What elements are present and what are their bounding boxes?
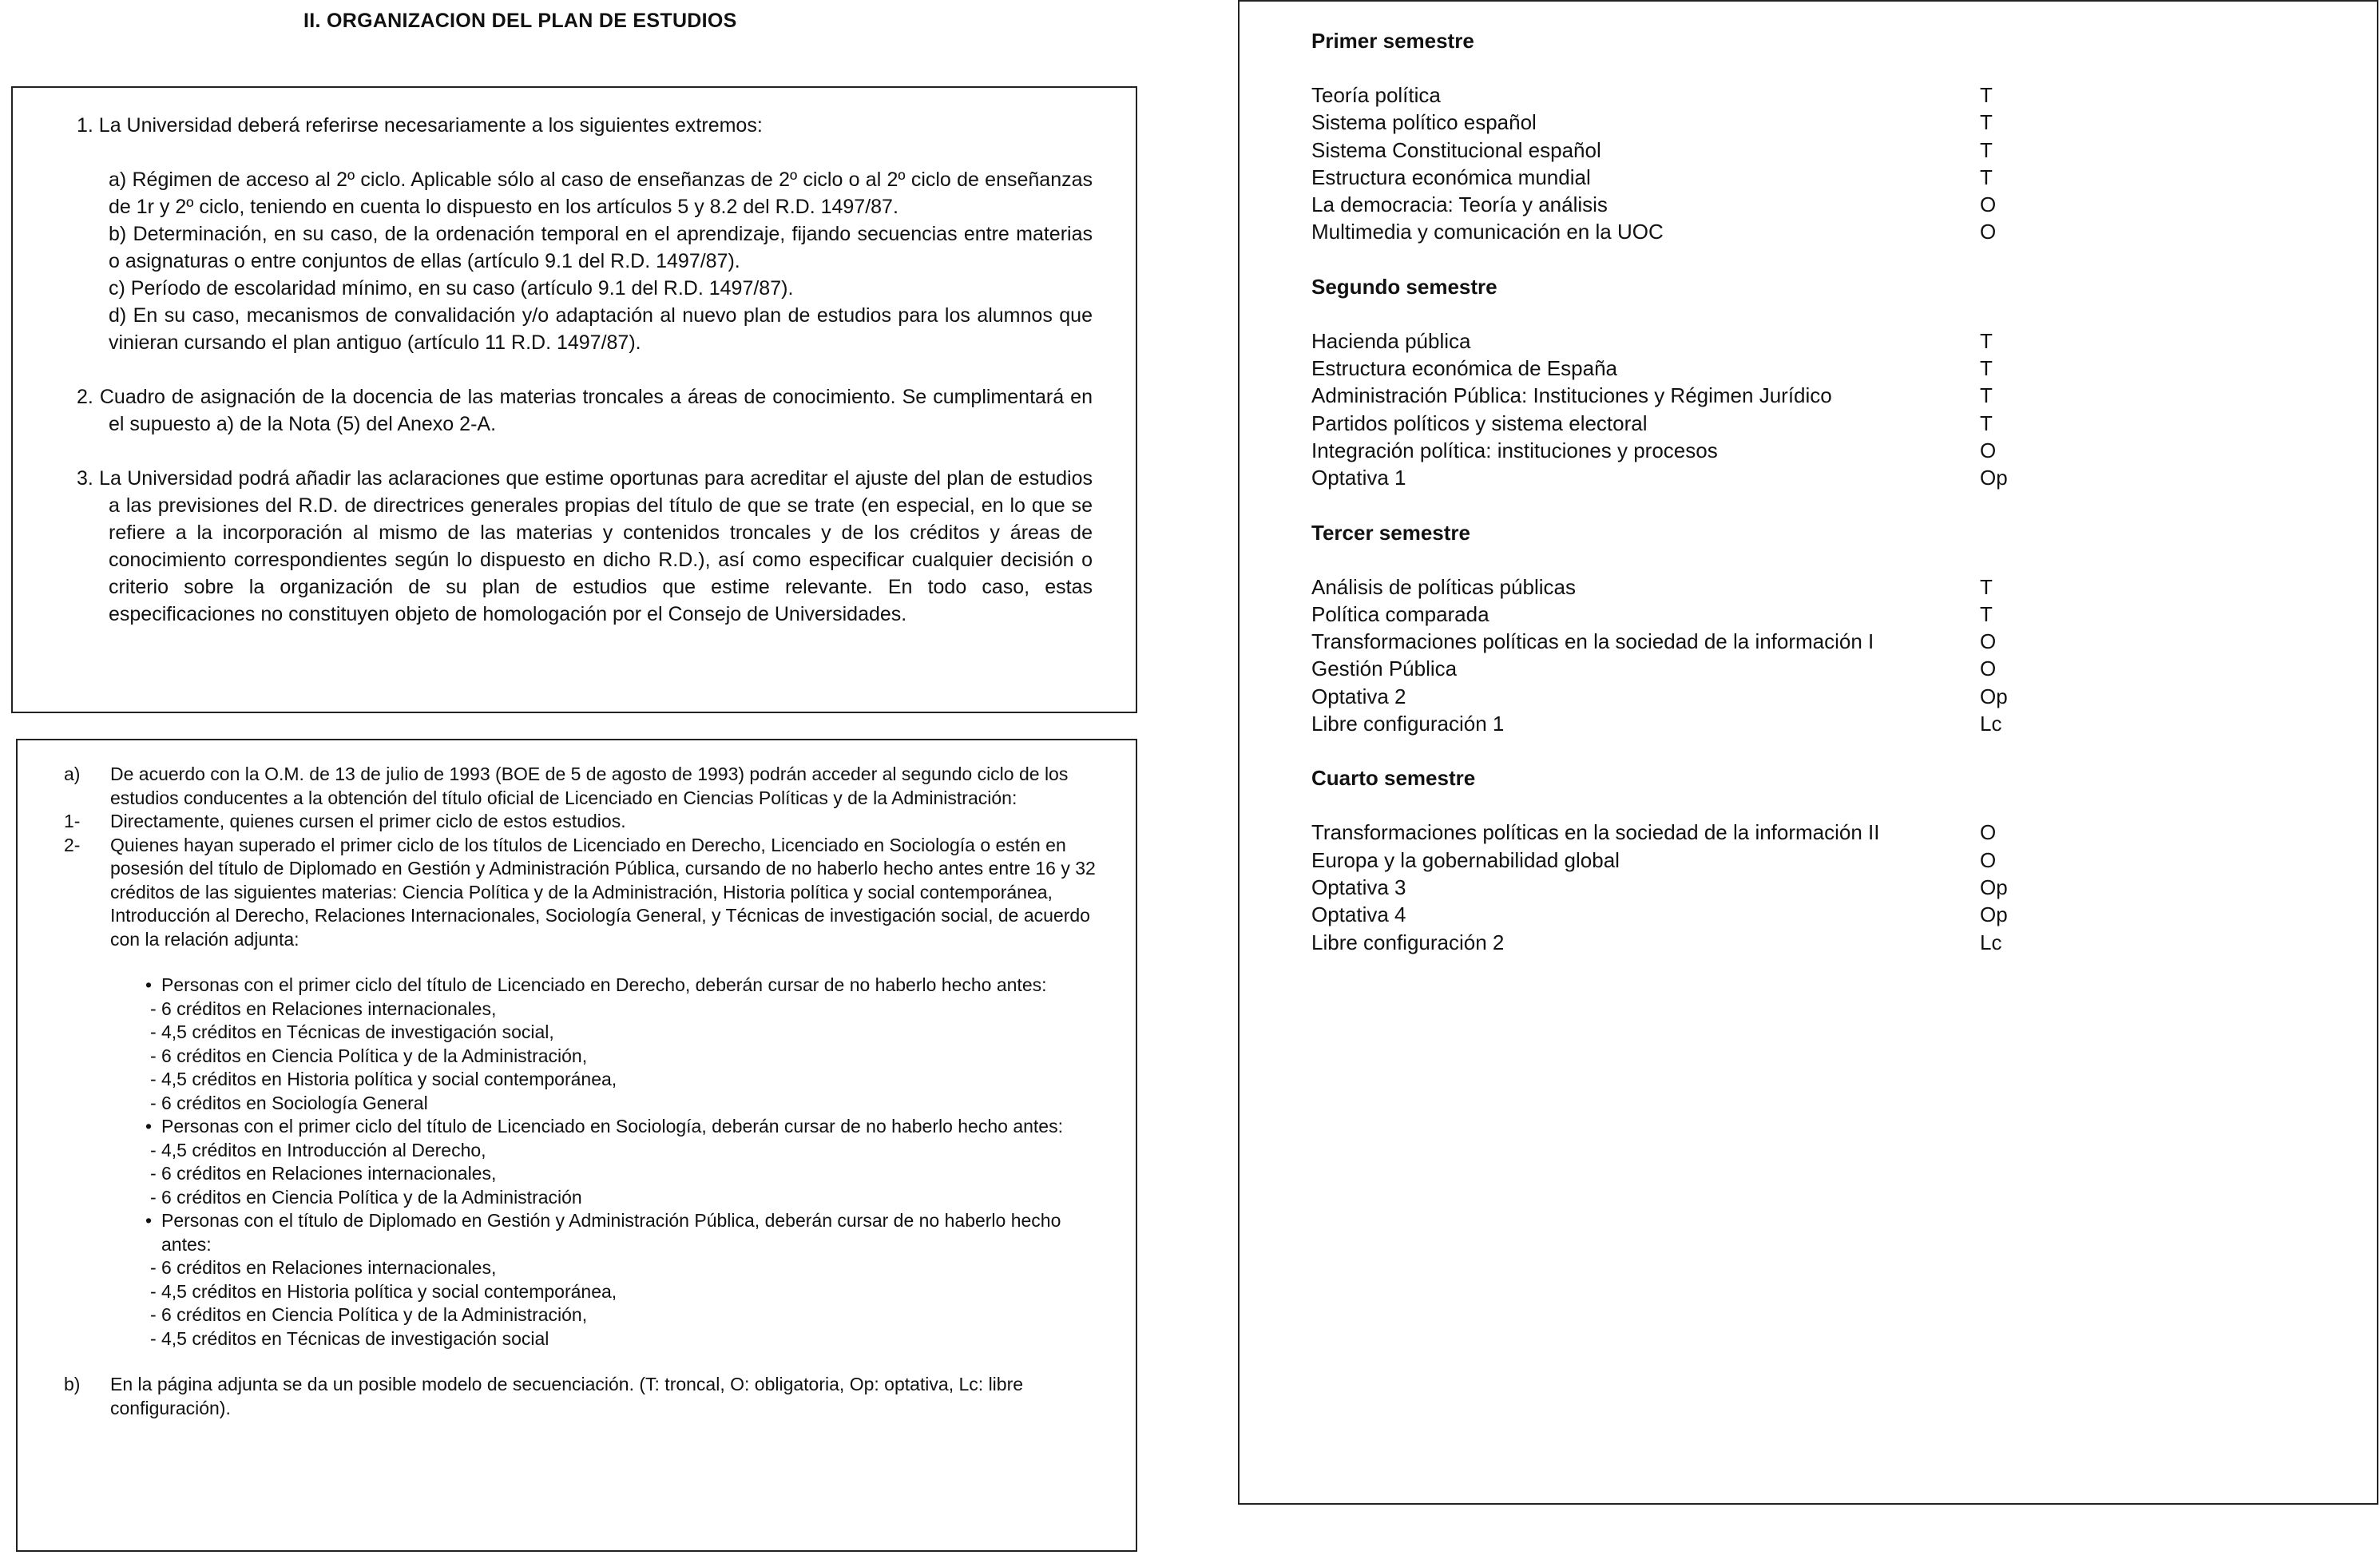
note-text: En la página adjunta se da un posible modelo de secuenciación. (T: troncal, O: obligatoria, Op: optativa, Lc: libre configuración).	[110, 1374, 1024, 1418]
course-type: O	[1980, 820, 1997, 845]
requirement-item-c: c) Período de escolaridad mínimo, en su caso (artículo 9.1 del R.D. 1497/87).	[109, 277, 794, 299]
course-type: O	[1980, 220, 1997, 244]
semester-4	[1311, 764, 2377, 955]
semester-sequence-box	[1238, 0, 2378, 1505]
list-item: - 6 créditos en Relaciones internacionales,	[150, 1256, 1107, 1280]
course-row	[1311, 437, 2377, 464]
course-type: Lc	[1980, 712, 2002, 736]
requirement-item-b: b) Determinación, en su caso, de la ordenación temporal en el aprendizaje, fijando secuencias entre materias o asignaturas o entre conjuntos de ellas (artículo 9.1 del R.D. 1497/87).	[109, 223, 1093, 272]
course-type: T	[1980, 356, 1993, 381]
course-row	[1311, 464, 2377, 491]
course-row	[1311, 137, 2377, 164]
note-marker: a)	[64, 764, 81, 784]
course-name: Optativa 4	[1311, 902, 1406, 927]
course-name: Estructura económica de España	[1311, 356, 1617, 381]
note-marker: b)	[64, 1374, 81, 1394]
requirements-intro: 1. La Universidad deberá referirse necesariamente a los siguientes extremos:	[77, 114, 763, 137]
course-type: O	[1980, 657, 1997, 681]
semester-title: Primer semestre	[1311, 29, 1474, 53]
course-row	[1311, 573, 2377, 601]
semester-3	[1311, 519, 2377, 738]
list-item: - 4,5 créditos en Historia política y social contemporánea,	[150, 1068, 1107, 1092]
course-row	[1311, 819, 2377, 846]
list-item: - 6 créditos en Relaciones internacionales,	[150, 998, 1107, 1021]
course-row	[1311, 710, 2377, 737]
course-name: Europa y la gobernabilidad global	[1311, 847, 1620, 872]
page-title: II. ORGANIZACION DEL PLAN DE ESTUDIOS	[303, 10, 737, 32]
course-row	[1311, 327, 2377, 355]
list-item: - 4,5 créditos en Técnicas de investigación social	[150, 1327, 1107, 1351]
course-type: T	[1980, 328, 1993, 353]
course-type: O	[1980, 847, 1997, 872]
list-item: - 4,5 créditos en Técnicas de investigación social,	[150, 1021, 1107, 1045]
course-row	[1311, 655, 2377, 682]
course-name: Sistema político español	[1311, 110, 1537, 135]
note-text: De acuerdo con la O.M. de 13 de julio de 1993 (BOE de 5 de agosto de 1993) podrán acceder al segundo ciclo de los estudios conducentes a la obtención del título oficial de Licenciado en Ciencias Políticas y de la Administración:	[110, 764, 1069, 808]
course-row	[1311, 355, 2377, 382]
course-type: T	[1980, 383, 1993, 408]
course-name: Optativa 2	[1311, 684, 1406, 708]
list-item: - 6 créditos en Ciencia Política y de la Administración,	[150, 1045, 1107, 1069]
course-row	[1311, 901, 2377, 928]
course-name: Optativa 1	[1311, 466, 1406, 490]
course-type: T	[1980, 574, 1993, 599]
list-item: - 6 créditos en Relaciones internacionales,	[150, 1162, 1107, 1186]
note-a	[64, 763, 1107, 810]
course-row	[1311, 628, 2377, 655]
semester-title: Cuarto semestre	[1311, 766, 1476, 791]
course-name: Estructura económica mundial	[1311, 165, 1591, 189]
course-name: Multimedia y comunicación en la UOC	[1311, 220, 1664, 244]
list-item: - 6 créditos en Sociología General	[150, 1092, 1107, 1116]
requirement-item-d: d) En su caso, mecanismos de convalidación y/o adaptación al nuevo plan de estudios para los alumnos que vinieran cursando el plan antiguo (artículo 11 R.D. 1497/87).	[109, 304, 1093, 354]
course-type: O	[1980, 192, 1997, 217]
course-type: Op	[1980, 902, 2008, 927]
note-text: Quienes hayan superado el primer ciclo de los títulos de Licenciado en Derecho, Licenciado en Sociología o estén en posesión del título de Diplomado en Gestión y Administración Pública, cursando de no haberlo hecho antes entre 16 y 32 créditos de las siguientes materias: Ciencia Política y de la Administración, Historia política y social contemporánea, Introducción al Derecho, Relaciones Internacionales, Sociología General, y Técnicas de investigación social, de acuerdo con la relación adjunta:	[110, 834, 1096, 950]
group-gestion-heading: • Personas con el título de Diplomado en Gestión y Administración Pública, deberán cursar de no haberlo hecho antes:	[150, 1209, 1107, 1256]
course-row	[1311, 847, 2377, 874]
requirement-item-a: a) Régimen de acceso al 2º ciclo. Aplicable sólo al caso de enseñanzas de 2º ciclo o al 2º ciclo de enseñanzas de 1r y 2º ciclo, teniendo en cuenta lo dispuesto en los artículos 5 y 8.2 del R.D. 1497/87.	[109, 169, 1093, 218]
note-1	[64, 810, 1107, 834]
course-row	[1311, 218, 2377, 245]
course-name: Optativa 3	[1311, 875, 1406, 899]
course-row	[1311, 81, 2377, 109]
course-name: Sistema Constitucional español	[1311, 137, 1601, 162]
course-type: Op	[1980, 684, 2008, 708]
course-row	[1311, 929, 2377, 956]
course-row	[1311, 382, 2377, 409]
credit-requirements	[81, 974, 1107, 1351]
course-type: O	[1980, 629, 1997, 654]
course-row	[1311, 683, 2377, 710]
list-item: - 4,5 créditos en Historia política y social contemporánea,	[150, 1280, 1107, 1304]
course-name: Hacienda pública	[1311, 328, 1471, 353]
semester-1	[1311, 27, 2377, 246]
group-sociologia-heading: • Personas con el primer ciclo del título de Licenciado en Sociología, deberán cursar de no haberlo hecho antes:	[150, 1115, 1107, 1139]
course-row	[1311, 164, 2377, 191]
course-name: Transformaciones políticas en la sociedad de la información I	[1311, 629, 1874, 654]
course-name: Gestión Pública	[1311, 657, 1458, 681]
course-row	[1311, 191, 2377, 218]
point-2: 2. Cuadro de asignación de la docencia de las materias troncales a áreas de conocimiento. Se cumplimentará en el supuesto a) de la Nota (5) del Anexo 2-A.	[77, 386, 1093, 435]
semester-2	[1311, 273, 2377, 492]
course-type: T	[1980, 110, 1993, 135]
point-3: 3. La Universidad podrá añadir las aclaraciones que estime oportunas para acreditar el ajuste del plan de estudios a las previsiones del R.D. de directrices generales propias del título de que se trate (en especial, en lo que se refiere a la incorporación al mismo de las materias y contenidos troncales y de los créditos y áreas de conocimiento correspondientes según lo dispuesto en dicho R.D.), así como especificar cualquier decisión o criterio sobre la organización de su plan de estudios que estime relevante. En todo caso, estas especificaciones no constituyen objeto de homologación por el Consejo de Universidades.	[77, 467, 1093, 625]
note-text: Directamente, quienes cursen el primer ciclo de estos estudios.	[110, 811, 626, 831]
list-item: - 4,5 créditos en Introducción al Derecho,	[150, 1139, 1107, 1163]
group-derecho-heading: • Personas con el primer ciclo del título de Licenciado en Derecho, deberán cursar de no haberlo hecho antes:	[150, 974, 1107, 998]
course-type: O	[1980, 438, 1997, 462]
course-row	[1311, 109, 2377, 136]
list-item: - 6 créditos en Ciencia Política y de la Administración,	[150, 1303, 1107, 1327]
course-row	[1311, 410, 2377, 437]
course-name: Transformaciones políticas en la sociedad de la información II	[1311, 820, 1880, 845]
course-name: Análisis de políticas públicas	[1311, 574, 1576, 599]
list-item: - 6 créditos en Ciencia Política y de la Administración	[150, 1186, 1107, 1210]
course-name: Política comparada	[1311, 601, 1489, 626]
requirements-box	[11, 86, 1137, 713]
course-name: Libre configuración 2	[1311, 930, 1505, 954]
course-name: Administración Pública: Instituciones y Régimen Jurídico	[1311, 383, 1832, 408]
note-marker: 2-	[64, 834, 81, 855]
requirements-list	[77, 166, 1093, 356]
course-type: Op	[1980, 466, 2008, 490]
course-type: T	[1980, 137, 1993, 162]
course-name: Partidos políticos y sistema electoral	[1311, 411, 1648, 435]
course-row	[1311, 874, 2377, 901]
course-name: La democracia: Teoría y análisis	[1311, 192, 1608, 217]
note-marker: 1-	[64, 811, 81, 831]
course-type: Lc	[1980, 930, 2002, 954]
course-name: Integración política: instituciones y procesos	[1311, 438, 1718, 462]
course-type: T	[1980, 165, 1993, 189]
course-name: Libre configuración 1	[1311, 712, 1505, 736]
access-notes-box	[16, 739, 1137, 1552]
semester-title: Tercer semestre	[1311, 520, 1470, 545]
course-type: T	[1980, 83, 1993, 107]
course-type: T	[1980, 601, 1993, 626]
semester-title: Segundo semestre	[1311, 274, 1497, 299]
course-row	[1311, 601, 2377, 628]
course-type: Op	[1980, 875, 2008, 899]
course-type: T	[1980, 411, 1993, 435]
note-b	[64, 1373, 1107, 1420]
note-2	[64, 834, 1107, 952]
course-name: Teoría política	[1311, 83, 1441, 107]
